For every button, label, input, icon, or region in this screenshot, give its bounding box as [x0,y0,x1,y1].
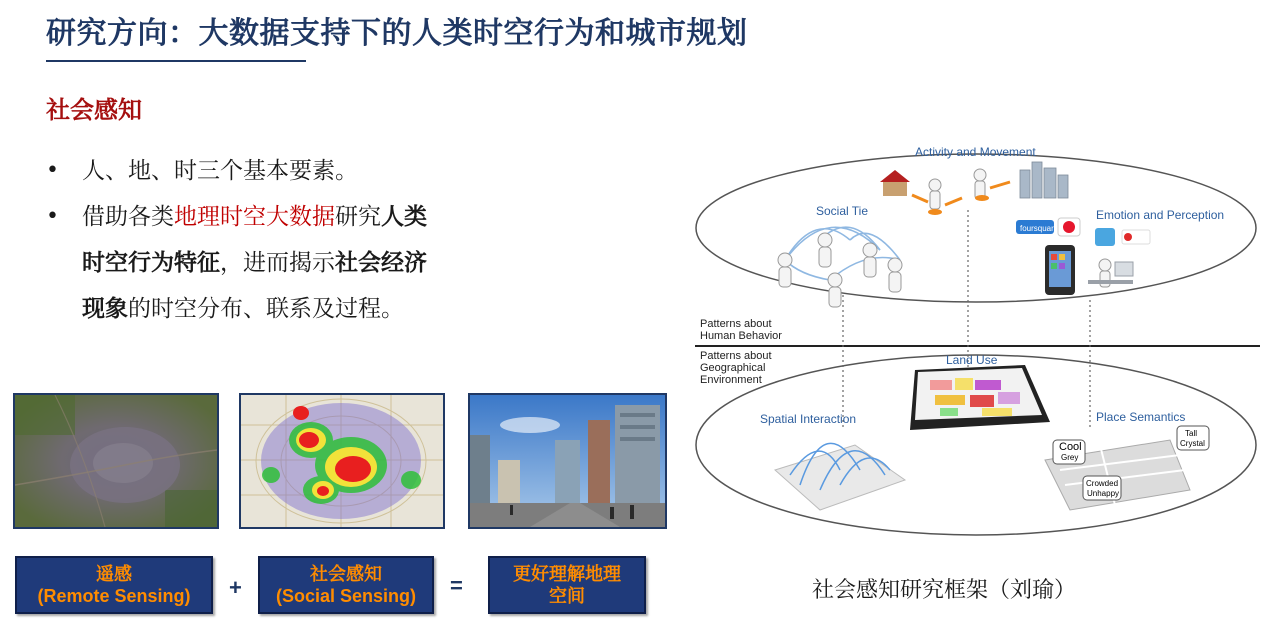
label-line: Geographical [700,362,766,374]
smartphone-icon [1045,245,1075,295]
diagram-caption: 社会感知研究框架（刘瑜） [812,578,1077,603]
equals-sign: = [450,573,463,598]
bullet-1: 人、地、时三个基本要素。 [82,158,358,184]
spatial-interaction-label: Spatial Interaction [760,412,857,426]
land-use-map [910,365,1050,430]
geo-environment-label [700,350,772,386]
spatial-interaction-map [775,443,905,510]
social-sensing-heatmap [239,393,445,529]
label-line: Human Behavior [700,330,782,342]
heatmap-image [241,395,443,527]
satellite-image [15,395,217,527]
dianping-icon [1122,230,1150,244]
bubble-text: Tall [1185,429,1198,438]
box-label: (Remote Sensing) [37,586,191,606]
movement-arrows [912,182,1010,205]
activity-movement-label: Activity and Movement [915,145,1036,159]
bold-text: 人类 [381,204,427,230]
box-label: 空间 [549,586,585,606]
bubble-text: Unhappy [1087,489,1120,498]
street-scene-image [470,395,665,527]
label-line: Patterns about [700,350,772,362]
bold-text: 社会经济 [335,250,427,276]
foursquare-label: foursquare [1020,224,1059,233]
foursquare-icon [1016,220,1059,234]
plus-sign: + [229,575,242,600]
bullet-2-text: 研究 [335,204,381,230]
bullet-2 [82,194,522,332]
remote-sensing-box [15,556,213,614]
bullet-marker: • [46,204,59,229]
section-heading: 社会感知 [46,96,142,124]
box-label: (Social Sensing) [275,586,417,606]
place-semantics-label: Place Semantics [1096,410,1186,424]
bubble-text: Crowded [1086,479,1119,488]
title-underline [46,60,306,62]
box-label: 遥感 [96,564,132,584]
page-title: 研究方向：大数据支持下的人类时空行为和城市规划 [46,16,748,51]
bullet-2-text: ，进而揭示 [220,250,335,276]
social-tie-label: Social Tie [816,204,869,218]
twitter-icon [1095,228,1115,246]
land-use-label: Land Use [946,353,998,367]
bubble-text: Grey [1061,453,1079,462]
result-box [488,556,646,614]
street-photo [468,393,667,529]
highlight-text: 地理时空大数据 [174,204,335,230]
emotion-perception-label: Emotion and Perception [1096,208,1225,222]
bubble-text: Cool [1059,441,1082,453]
box-label: 更好理解地理 [513,564,621,584]
social-tie-arcs [785,227,900,280]
bold-text: 时空行为特征 [82,250,220,276]
city-buildings [1020,162,1068,198]
bullet-2-text: 的时空分布、联系及过程。 [128,296,404,322]
social-sensing-box [258,556,434,614]
bubble-text: Crystal [1180,439,1205,448]
bold-text: 现象 [82,296,128,322]
framework-diagram [690,140,1265,550]
bullet-2-text: 借助各类 [82,204,174,230]
box-label: 社会感知 [310,564,382,584]
weibo-icon [1058,218,1080,236]
bullet-marker: • [46,158,59,183]
label-line: Patterns about [700,318,772,330]
label-line: Environment [700,374,762,386]
human-behavior-label [700,318,782,342]
house-icon [880,170,910,196]
remote-sensing-image [13,393,219,529]
